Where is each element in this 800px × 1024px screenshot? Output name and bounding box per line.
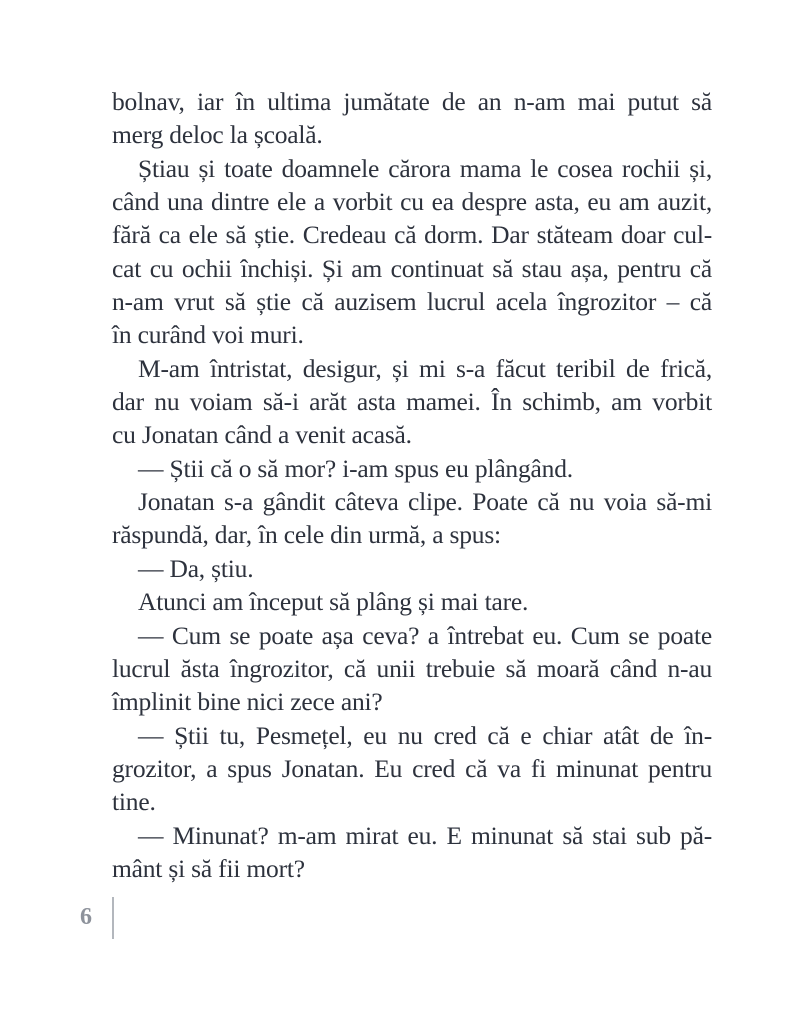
text-line: tine. [112,787,156,817]
text-line: — Da, știu. [138,553,254,583]
text-line: bolnav, iar în ultima jumătate de an n-am mai putut să [112,87,712,116]
text-line: împlinit bine nici zece ani? [112,687,383,717]
text-line: — Știi că o să mor? i-am spus eu plângând. [138,453,573,483]
text-line: cu Jonatan când a venit acasă. [112,420,412,450]
text-line: M-am întristat, desigur, și mi s-a făcut teribil de frică, [138,353,712,383]
text-line: dar nu voiam să-i arăt asta mamei. În schimb, am vorbit [112,387,712,417]
text-line: grozitor, a spus Jonatan. Eu cred că va fi minunat pentru [112,753,712,783]
text-line: cat cu ochii închiși. Și am continuat să stau așa, pentru că [112,253,712,283]
text-line: răspundă, dar, în cele din urmă, a spus: [112,520,501,550]
text-line: merg deloc la școală. [112,120,323,150]
text-line: Știau și toate doamnele cărora mama le cosea rochii și, [138,153,712,183]
footer-rule [112,897,114,939]
text-line: fără ca ele să știe. Credeau că dorm. Dar stăteam doar cul- [112,220,712,250]
text-line: Atunci am început să plâng și mai tare. [138,587,529,617]
page-number: 6 [80,904,92,930]
text-line: — Minunat? m-am mirat eu. E minunat să stai sub pă- [138,820,712,850]
text-line: lucrul ăsta îngrozitor, că unii trebuie să moară când n-au [112,653,712,683]
text-line: — Cum se poate așa ceva? a întrebat eu. Cum se poate [138,620,712,650]
text-line: mânt și să fii mort? [112,853,305,883]
text-line: — Știi tu, Pesmețel, eu nu cred că e chiar atât de în- [138,720,712,750]
text-line: în curând voi muri. [112,320,304,350]
text-line: când una dintre ele a vorbit cu ea despre asta, eu am auzit, [112,187,712,217]
text-line: n-am vrut să știe că auzisem lucrul acela îngrozitor – că [112,287,712,317]
text-line: Jonatan s-a gândit câteva clipe. Poate că nu voia să-mi [138,487,712,517]
book-text-block [112,85,712,885]
